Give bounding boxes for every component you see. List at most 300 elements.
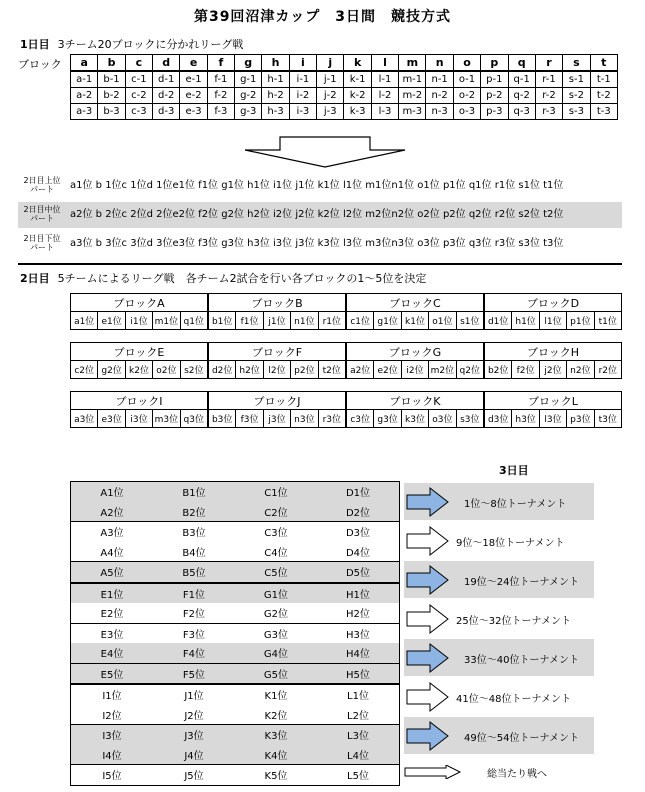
- league-block: [346, 391, 484, 428]
- day1-desc: 3チーム20ブロックに分かれリーグ戦: [57, 38, 244, 51]
- rank-cell: I5位: [71, 765, 154, 786]
- rank-cell: J3位: [153, 725, 235, 745]
- league-block-name: ブロックK: [347, 392, 484, 410]
- league-block-members: [209, 312, 346, 330]
- right-arrow-icon: [406, 604, 450, 634]
- league-block-member: b2位: [485, 361, 512, 379]
- block-letter: b: [98, 55, 125, 72]
- rank-cell: I4位: [102, 750, 122, 762]
- right-arrow-icon: [406, 721, 450, 751]
- rank-cell: D3位: [317, 522, 400, 542]
- rank-part-label2: パート: [30, 185, 54, 194]
- day3-label: 3日目: [499, 464, 529, 477]
- rank-cell: B1位: [182, 488, 206, 500]
- block-letter: l: [371, 55, 398, 72]
- day2-desc: 5チームによるリーグ戦 各チーム2試合を行い各ブロックの1～5位を決定: [57, 272, 427, 285]
- rank-cell: J2位: [184, 710, 204, 722]
- league-block-header: [485, 392, 622, 410]
- rank-cell: C2位: [264, 507, 288, 519]
- rank-part-label: [18, 176, 66, 194]
- league-block-header: [485, 343, 622, 361]
- block-letter: n: [426, 55, 453, 72]
- league-block-members: [347, 410, 484, 428]
- team-cell: o-1: [453, 71, 480, 88]
- team-cell: l-1: [371, 71, 398, 88]
- league-block-member: s2位: [180, 361, 207, 379]
- league-block-members: [209, 410, 346, 428]
- league-block-member: j1位: [263, 312, 290, 330]
- rank-part-label1: 2日目中位: [23, 205, 61, 214]
- team-cell: c-1: [125, 71, 152, 88]
- team-cell: e-2: [180, 88, 207, 104]
- team-cell: j-3: [317, 104, 344, 120]
- team-cell: c-3: [125, 104, 152, 120]
- rank-cell: B2位: [182, 507, 206, 519]
- rank-cell: J1位: [153, 684, 235, 705]
- rank-row: [71, 684, 400, 705]
- team-cell: f-3: [207, 104, 234, 120]
- last-label: 総当たり戦へ: [487, 769, 547, 780]
- block-letter: e: [180, 55, 207, 72]
- rank-cell: L5位: [317, 765, 400, 786]
- rank-part: [18, 202, 622, 228]
- rank-row: [71, 705, 400, 725]
- league-block-member: r3位: [318, 410, 345, 428]
- league-block-member: k3位: [401, 410, 428, 428]
- league-block-member: l1位: [539, 312, 566, 330]
- rank-cell: K5位: [235, 765, 317, 786]
- league-block-header: [347, 343, 484, 361]
- rank-part-label2: パート: [30, 243, 54, 252]
- league-block-members: [209, 361, 346, 379]
- rank-part-teams: a1位 b 1位c 1位d 1位e1位 f1位 g1位 h1位 i1位 j1位 k1位 l1位 m1位n1位 o1位 p1位 q1位 r1位 s1位 t1位: [70, 180, 564, 191]
- right-arrow-icon: [406, 487, 450, 517]
- league-block-member: d1位: [485, 312, 512, 330]
- day2-label: 2日目: [20, 272, 50, 285]
- team-cell: d-2: [153, 88, 180, 104]
- right-arrow-icon: [406, 526, 450, 556]
- team-cell: n-1: [426, 71, 453, 88]
- rank-cell: L1位: [317, 684, 400, 705]
- league-block-member: p3位: [567, 410, 594, 428]
- league-block-member: e1位: [98, 312, 125, 330]
- league-block-header: [209, 343, 346, 361]
- league-block-member: h2位: [236, 361, 263, 379]
- league-block-member: m2位: [429, 361, 456, 379]
- team-cell: l-3: [371, 104, 398, 120]
- rank-part: [18, 231, 622, 257]
- rank-row: [71, 725, 400, 745]
- rank-row: [71, 663, 400, 684]
- league-block-header: [347, 294, 484, 312]
- rank-cell: H1位: [317, 583, 400, 604]
- league-block-member: f3位: [236, 410, 263, 428]
- league-block-member: h1位: [512, 312, 539, 330]
- league-block-member: r2位: [594, 361, 621, 379]
- tournament-row: [404, 561, 594, 598]
- rank-cell: A3位: [71, 522, 154, 542]
- team-cell: s-2: [563, 88, 590, 104]
- league-block-header: [485, 294, 622, 312]
- rank-cell: F4位: [182, 649, 206, 661]
- block-letter: c: [125, 55, 152, 72]
- league-block: [484, 391, 622, 428]
- league-block: [346, 342, 484, 379]
- league-block-member: t2位: [318, 361, 345, 379]
- block-letter: t: [590, 55, 617, 72]
- league-block-member: o1位: [429, 312, 456, 330]
- rank-cell: D2位: [345, 507, 371, 519]
- team-row: [71, 71, 618, 88]
- team-cell: f-1: [207, 71, 234, 88]
- team-cell: n-3: [426, 104, 453, 120]
- block-letter: g: [235, 55, 262, 72]
- league-block-name: ブロックB: [209, 294, 346, 312]
- rank-part-label1: 2日目下位: [23, 234, 61, 243]
- tournament-row: [404, 600, 594, 637]
- rank-part: [18, 173, 622, 199]
- block-letter: s: [563, 55, 590, 72]
- league-block: [208, 293, 346, 330]
- rank-cell: C1位: [264, 488, 288, 500]
- league-block-member: b3位: [209, 410, 236, 428]
- tournament-row: [404, 522, 594, 559]
- rank-part-label: [18, 234, 66, 252]
- league-block-header: [347, 392, 484, 410]
- league-block-member: p1位: [567, 312, 594, 330]
- league-block-member: n3位: [291, 410, 318, 428]
- right-arrow-icon: [404, 765, 462, 779]
- league-block-name: ブロックE: [71, 343, 208, 361]
- team-cell: c-2: [125, 88, 152, 104]
- league-block-member: a1位: [71, 312, 98, 330]
- team-row: [71, 104, 618, 120]
- team-row: [71, 88, 618, 104]
- league-block-name: ブロックL: [485, 392, 622, 410]
- league-block-member: c2位: [71, 361, 98, 379]
- rank-cell: G3位: [235, 623, 317, 643]
- right-arrow-icon: [406, 565, 450, 595]
- league-block-member: o2位: [153, 361, 180, 379]
- rank-part-teams: a2位 b 2位c 2位d 2位e2位 f2位 g2位 h2位 i2位 j2位 k2位 l2位 m2位n2位 o2位 p2位 q2位 r2位 s2位 t2位: [70, 209, 564, 220]
- rank-cell: A4位: [100, 547, 124, 559]
- rank-cell: D4位: [345, 547, 371, 559]
- league-block-members: [485, 361, 622, 379]
- divider: [18, 263, 622, 265]
- league-block-member: l3位: [539, 410, 566, 428]
- rank-row: [71, 502, 400, 522]
- team-cell: k-1: [344, 71, 371, 88]
- league-block-member: m3位: [153, 410, 180, 428]
- team-cell: a-3: [71, 104, 98, 120]
- tournament-label: 19位～24位トーナメント: [464, 577, 580, 588]
- league-block-member: g1位: [374, 312, 401, 330]
- team-cell: o-2: [453, 88, 480, 104]
- team-cell: i-2: [289, 88, 316, 104]
- team-cell: i-3: [289, 104, 316, 120]
- team-cell: r-3: [535, 104, 562, 120]
- rank-cell: J4位: [184, 750, 204, 762]
- rank-cell: C5位: [235, 562, 317, 583]
- league-block-name: ブロックJ: [209, 392, 346, 410]
- league-block-name: ブロックH: [485, 343, 622, 361]
- team-cell: g-1: [235, 71, 262, 88]
- league-block-member: c1位: [347, 312, 374, 330]
- league-block-member: j3位: [263, 410, 290, 428]
- team-cell: i-1: [289, 71, 316, 88]
- rank-cell: H2位: [346, 609, 370, 621]
- right-arrow-icon: [406, 643, 450, 673]
- league-block-name: ブロックD: [485, 294, 622, 312]
- rank-cell: C4位: [264, 547, 288, 559]
- league-block-member: a3位: [71, 410, 98, 428]
- block-letter: i: [289, 55, 316, 72]
- league-block-member: i1位: [125, 312, 152, 330]
- tournament-label: 9位～18位トーナメント: [456, 538, 565, 549]
- tournament-row: [404, 678, 594, 715]
- league-block-name: ブロックG: [347, 343, 484, 361]
- block-label: ブロック: [18, 58, 62, 71]
- tournament-row: [404, 483, 594, 520]
- block-letter: m: [399, 55, 426, 72]
- block-letter: a: [71, 55, 98, 72]
- league-block: [208, 342, 346, 379]
- rank-cell: E5位: [71, 663, 154, 684]
- league-block-member: q3位: [180, 410, 207, 428]
- team-cell: e-1: [180, 71, 207, 88]
- tournament-label: 25位～32位トーナメント: [456, 616, 572, 627]
- league-block: [484, 293, 622, 330]
- rank-cell: G4位: [263, 649, 289, 661]
- league-block-members: [347, 361, 484, 379]
- team-cell: q-3: [508, 104, 535, 120]
- rank-cell: K4位: [264, 750, 288, 762]
- rank-row: [71, 583, 400, 604]
- rank-cell: K2位: [264, 710, 288, 722]
- rank-row: [71, 745, 400, 765]
- team-cell: b-2: [98, 88, 125, 104]
- league-block-member: s1位: [456, 312, 483, 330]
- rank-part-label: [18, 205, 66, 223]
- page-title: 第39回沼津カップ 3日間 競技方式: [193, 9, 452, 25]
- team-cell: l-2: [371, 88, 398, 104]
- league-block-member: o3位: [429, 410, 456, 428]
- rank-row: [71, 482, 400, 502]
- team-cell: m-3: [399, 104, 426, 120]
- rank-cell: G5位: [235, 663, 317, 684]
- league-block-member: s3位: [456, 410, 483, 428]
- league-block: [70, 391, 208, 428]
- rank-cell: A1位: [100, 488, 124, 500]
- league-block: [346, 293, 484, 330]
- rank-cell: F2位: [182, 609, 206, 621]
- tournament-label: 41位～48位トーナメント: [456, 694, 572, 705]
- league-block-header: [71, 343, 208, 361]
- rank-cell: H4位: [346, 649, 370, 661]
- league-block-member: c3位: [347, 410, 374, 428]
- league-block-member: e2位: [374, 361, 401, 379]
- last-arrow: [404, 765, 462, 782]
- block-letter: d: [153, 55, 180, 72]
- rank-cell: E3位: [71, 623, 154, 643]
- league-block-member: t3位: [594, 410, 621, 428]
- rank-row: [71, 542, 400, 562]
- team-cell: s-1: [563, 71, 590, 88]
- team-cell: m-1: [399, 71, 426, 88]
- rank-part-label1: 2日目上位: [23, 176, 61, 185]
- league-block-member: b1位: [209, 312, 236, 330]
- league-block-member: j2位: [539, 361, 566, 379]
- league-block-member: p2位: [291, 361, 318, 379]
- league-block-member: g2位: [98, 361, 125, 379]
- block-letter: r: [535, 55, 562, 72]
- day1-header: [20, 36, 243, 52]
- league-block-member: k2位: [125, 361, 152, 379]
- rank-cell: G2位: [263, 609, 289, 621]
- league-block-member: e3位: [98, 410, 125, 428]
- rank-cell: L4位: [347, 750, 369, 762]
- team-cell: t-2: [590, 88, 617, 104]
- rank-row: [71, 522, 400, 542]
- team-cell: g-2: [235, 88, 262, 104]
- team-cell: m-2: [399, 88, 426, 104]
- team-cell: s-3: [563, 104, 590, 120]
- league-block-header: [71, 392, 208, 410]
- rank-row: [71, 765, 400, 786]
- tournament-label: 33位～40位トーナメント: [464, 655, 580, 666]
- league-block-members: [71, 361, 208, 379]
- league-block-member: q2位: [456, 361, 483, 379]
- team-cell: t-1: [590, 71, 617, 88]
- block-letter: o: [453, 55, 480, 72]
- league-block-member: t1位: [594, 312, 621, 330]
- team-cell: e-3: [180, 104, 207, 120]
- right-arrow-icon: [406, 682, 450, 712]
- team-cell: p-1: [481, 71, 508, 88]
- team-cell: d-1: [153, 71, 180, 88]
- league-block-member: d2位: [209, 361, 236, 379]
- rank-cell: C3位: [235, 522, 317, 542]
- team-cell: n-2: [426, 88, 453, 104]
- rank-cell: A2位: [100, 507, 124, 519]
- team-cell: h-1: [262, 71, 289, 88]
- team-cell: k-3: [344, 104, 371, 120]
- league-block: [70, 342, 208, 379]
- rank-cell: L2位: [347, 710, 369, 722]
- team-cell: a-2: [71, 88, 98, 104]
- rank-row: [71, 562, 400, 583]
- rank-row: [71, 623, 400, 643]
- rank-cell: B4位: [182, 547, 206, 559]
- team-cell: q-1: [508, 71, 535, 88]
- league-block-members: [485, 410, 622, 428]
- day1-table: [70, 54, 618, 120]
- rank-cell: E1位: [71, 583, 154, 604]
- team-cell: b-3: [98, 104, 125, 120]
- league-block-member: n1位: [291, 312, 318, 330]
- rank-cell: I1位: [71, 684, 154, 705]
- rank-cell: F5位: [153, 663, 235, 684]
- league-block-member: r1位: [318, 312, 345, 330]
- team-cell: t-3: [590, 104, 617, 120]
- rank-cell: D1位: [345, 488, 371, 500]
- league-block-members: [71, 312, 208, 330]
- league-block-member: i2位: [401, 361, 428, 379]
- day1-label: 1日目: [20, 38, 50, 51]
- block-letter: q: [508, 55, 535, 72]
- league-block-member: l2位: [263, 361, 290, 379]
- tournament-label: 1位～8位トーナメント: [464, 499, 567, 510]
- rank-cell: I3位: [71, 725, 154, 745]
- rank-part-teams: a3位 b 3位c 3位d 3位e3位 f3位 g3位 h3位 i3位 j3位 k3位 l3位 m3位n3位 o3位 p3位 q3位 r3位 s3位 t3位: [70, 238, 564, 249]
- block-letter: p: [481, 55, 508, 72]
- team-cell: h-2: [262, 88, 289, 104]
- team-cell: a-1: [71, 71, 98, 88]
- rank-cell: F1位: [153, 583, 235, 604]
- league-block-member: d3位: [485, 410, 512, 428]
- rank-part-label2: パート: [30, 214, 54, 223]
- rank-row: [71, 643, 400, 663]
- rank-cell: K3位: [235, 725, 317, 745]
- tournament-label: 49位～54位トーナメント: [464, 733, 580, 744]
- league-block-member: f1位: [236, 312, 263, 330]
- rank-cell: H3位: [317, 623, 400, 643]
- rank-cell: G1位: [235, 583, 317, 604]
- team-cell: r-1: [535, 71, 562, 88]
- rank-cell: E4位: [100, 649, 124, 661]
- team-cell: o-3: [453, 104, 480, 120]
- league-block-member: k1位: [401, 312, 428, 330]
- block-letter: j: [317, 55, 344, 72]
- rank-cell: J5位: [153, 765, 235, 786]
- team-cell: k-2: [344, 88, 371, 104]
- rank-cell: B3位: [153, 522, 235, 542]
- team-cell: j-2: [317, 88, 344, 104]
- league-block-header: [209, 294, 346, 312]
- rank-cell: K1位: [235, 684, 317, 705]
- league-block-name: ブロックI: [71, 392, 208, 410]
- league-block-member: a2位: [347, 361, 374, 379]
- day3-table: [70, 481, 400, 786]
- rank-cell: B5位: [153, 562, 235, 583]
- rank-cell: A5位: [71, 562, 154, 583]
- rank-cell: F3位: [153, 623, 235, 643]
- block-letter-row: [71, 55, 618, 72]
- rank-cell: I2位: [102, 710, 122, 722]
- team-cell: d-3: [153, 104, 180, 120]
- team-cell: p-3: [481, 104, 508, 120]
- league-block: [484, 342, 622, 379]
- tournament-row: [404, 717, 594, 754]
- team-cell: f-2: [207, 88, 234, 104]
- league-block-name: ブロックC: [347, 294, 484, 312]
- league-block-header: [209, 392, 346, 410]
- league-block-members: [485, 312, 622, 330]
- league-block-member: m1位: [153, 312, 180, 330]
- league-block-member: q1位: [180, 312, 207, 330]
- block-letter: f: [207, 55, 234, 72]
- rank-cell: H5位: [317, 663, 400, 684]
- league-block-name: ブロックF: [209, 343, 346, 361]
- league-block-member: h3位: [512, 410, 539, 428]
- rank-cell: L3位: [317, 725, 400, 745]
- rank-cell: D5位: [317, 562, 400, 583]
- block-letter: k: [344, 55, 371, 72]
- rank-cell: E2位: [100, 609, 124, 621]
- league-block-member: g3位: [374, 410, 401, 428]
- team-cell: q-2: [508, 88, 535, 104]
- league-block-member: f2位: [512, 361, 539, 379]
